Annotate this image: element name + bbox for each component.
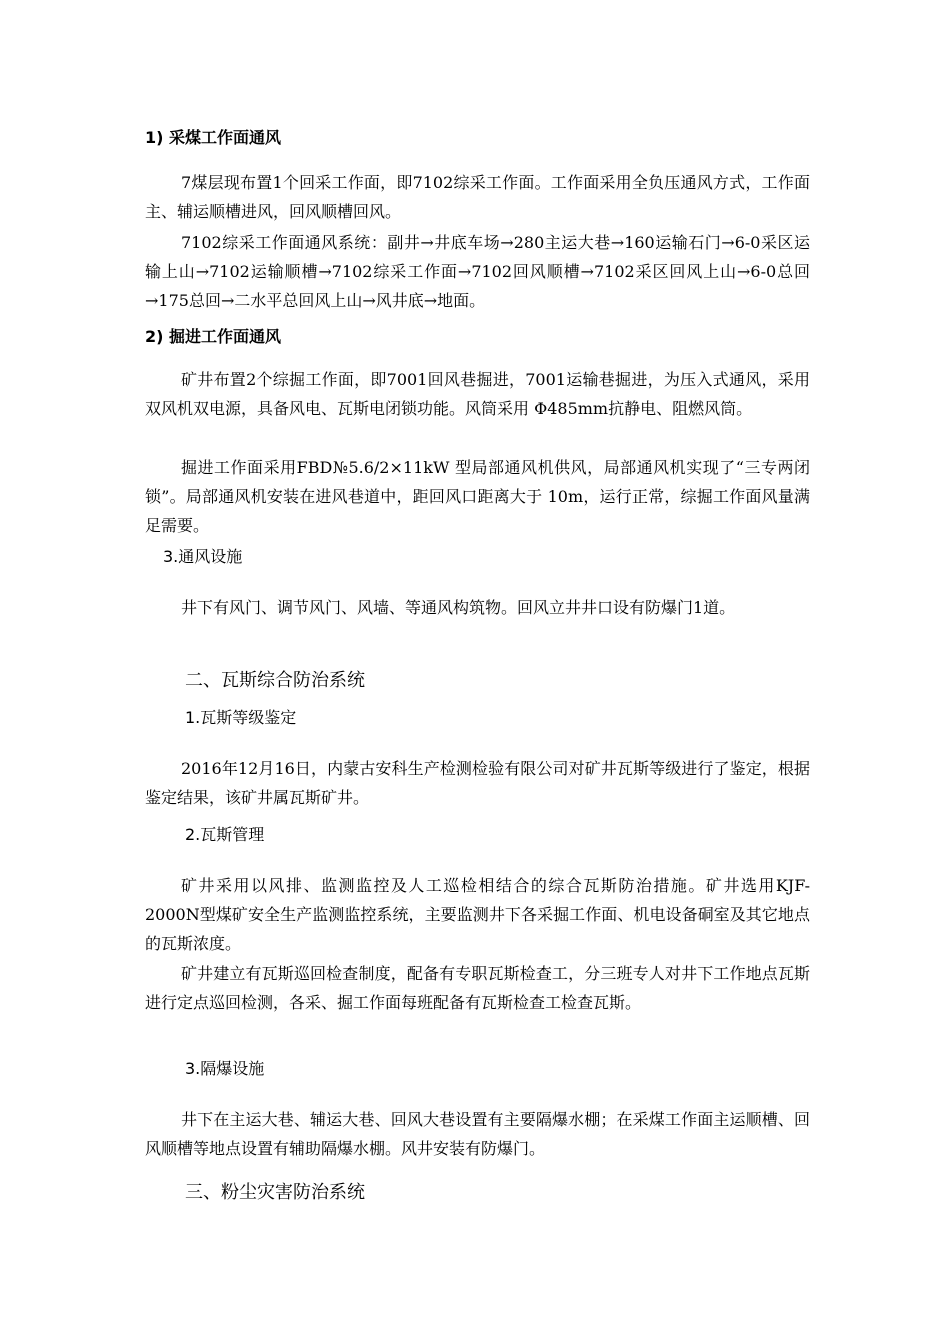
subsection-heading-gas-grade: 1.瓦斯等级鉴定 bbox=[185, 708, 297, 727]
subsection-heading-coal-face-ventilation: 1) 采煤工作面通风 bbox=[145, 128, 282, 147]
paragraph-coal-face-layout: 7煤层现布置1个回采工作面，即7102综采工作面。工作面采用全负压通风方式，工作面主、辅运顺槽进风，回风顺槽回风。 bbox=[145, 173, 810, 221]
subsection-heading-heading-face-ventilation: 2) 掘进工作面通风 bbox=[145, 327, 282, 346]
paragraph-ventilation-facilities: 井下有风门、调节风门、风墙、等通风构筑物。回风立井井口设有防爆门1道。 bbox=[181, 598, 736, 617]
paragraph-local-fan: 掘进工作面采用FBD№5.6/2×11kW 型局部通风机供风，局部通风机实现了“三专两闭锁”。局部通风机安装在进风巷道中，距回风口距离大于 10m，运行正常，综掘工作面风量满足需要。 bbox=[145, 458, 810, 535]
paragraph-gas-grade: 2016年12月16日，内蒙古安科生产检测检验有限公司对矿井瓦斯等级进行了鉴定，根据鉴定结果，该矿井属瓦斯矿井。 bbox=[145, 759, 810, 807]
subsection-heading-gas-management: 2.瓦斯管理 bbox=[185, 825, 265, 844]
paragraph-coal-face-ventilation-route: 7102综采工作面通风系统：副井→井底车场→280主运大巷→160运输石门→6-0采区运输上山→7102运输顺槽→7102综采工作面→7102回风顺槽→7102采区回风上山→6-0总回→175总回→二水平总回风上山→风井底→地面。 bbox=[145, 233, 810, 310]
section-heading-dust-prevention: 三、粉尘灾害防治系统 bbox=[185, 1182, 365, 1203]
paragraph-heading-face-layout: 矿井布置2个综掘工作面，即7001回风巷掘进，7001运输巷掘进，为压入式通风，采用双风机双电源，具备风电、瓦斯电闭锁功能。风筒采用 Φ485mm抗静电、阻燃风筒。 bbox=[145, 370, 810, 418]
paragraph-explosion-isolation: 井下在主运大巷、辅运大巷、回风大巷设置有主要隔爆水棚；在采煤工作面主运顺槽、回风顺槽等地点设置有辅助隔爆水棚。风井安装有防爆门。 bbox=[145, 1110, 810, 1158]
subsection-heading-ventilation-facilities: 3.通风设施 bbox=[163, 547, 243, 566]
paragraph-gas-measures: 矿井采用以风排、监测监控及人工巡检相结合的综合瓦斯防治措施。矿井选用KJF-2000N型煤矿安全生产监测监控系统，主要监测井下各采掘工作面、机电设备硐室及其它地点的瓦斯浓度。 bbox=[145, 876, 810, 953]
section-heading-gas-prevention: 二、瓦斯综合防治系统 bbox=[185, 670, 365, 691]
subsection-heading-explosion-isolation: 3.隔爆设施 bbox=[185, 1059, 265, 1078]
paragraph-gas-inspection: 矿井建立有瓦斯巡回检查制度，配备有专职瓦斯检查工，分三班专人对井下工作地点瓦斯进行定点巡回检测，各采、掘工作面每班配备有瓦斯检查工检查瓦斯。 bbox=[145, 964, 810, 1012]
